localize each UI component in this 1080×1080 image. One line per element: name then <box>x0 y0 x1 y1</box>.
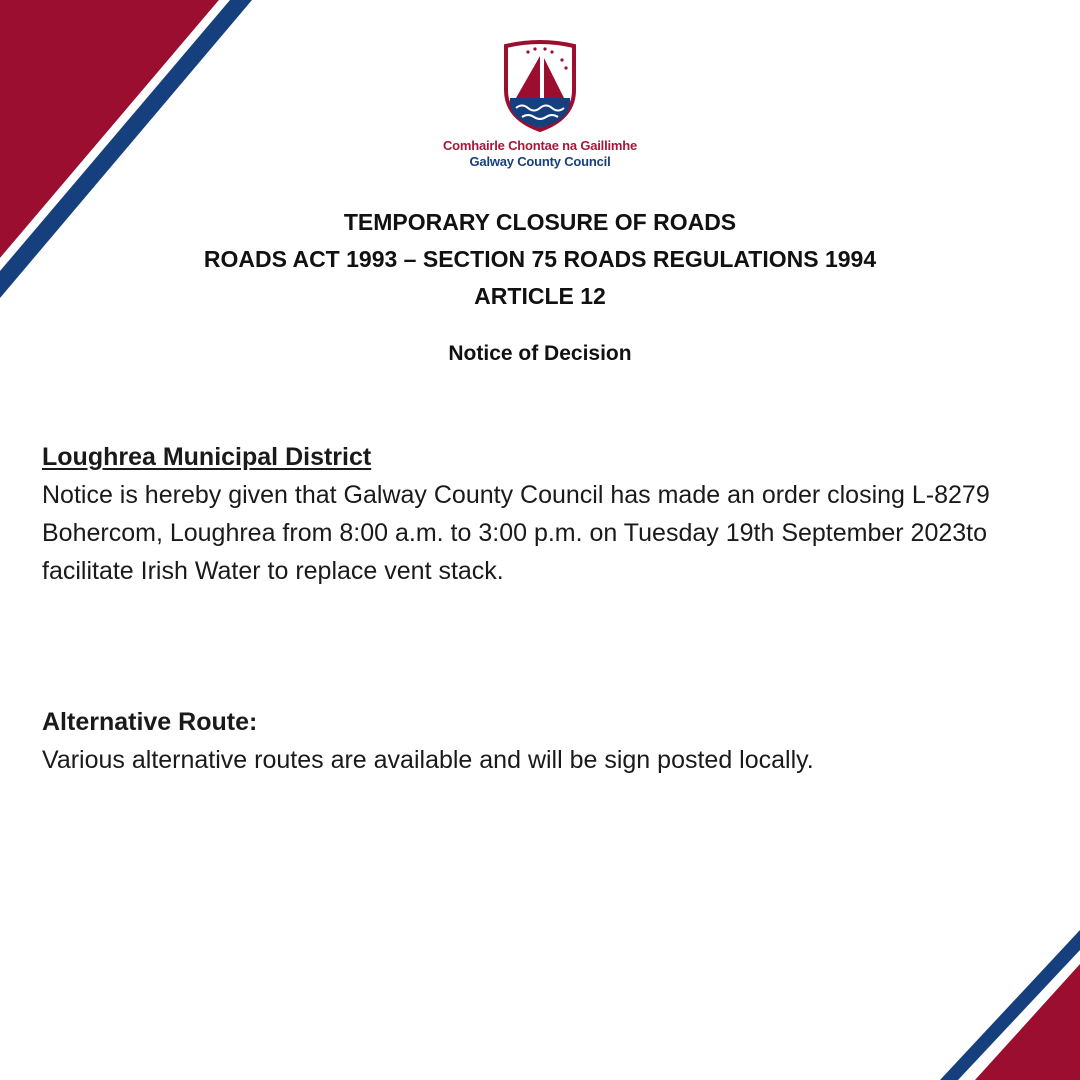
district-heading: Loughrea Municipal District <box>42 443 372 471</box>
council-name-english: Galway County Council <box>469 154 611 169</box>
district-body: Notice is hereby given that Galway County Council has made an order closing L-8279 Bohercom, Loughrea from 8:00 a.m. to 3:00 p.m. on Tuesday 19th September 2023to facilitate Irish Water to replace vent stack. <box>42 481 990 585</box>
notice-title: Notice of Decision <box>448 342 632 365</box>
heading-line-3: ARTICLE 12 <box>474 283 606 309</box>
bottom-right-corner-decoration <box>940 910 1080 1080</box>
galway-crest-icon <box>500 38 580 132</box>
heading-line-2: ROADS ACT 1993 – SECTION 75 ROADS REGULATIONS 1994 <box>203 246 877 272</box>
alternative-route-body: Various alternative routes are available and will be sign posted locally. <box>42 746 814 774</box>
council-name-irish: Comhairle Chontae na Gaillimhe <box>442 138 638 153</box>
district-section <box>42 438 1032 590</box>
alternative-route-section <box>42 703 1032 779</box>
council-logo <box>0 38 1080 170</box>
alternative-route-heading: Alternative Route: <box>42 708 258 736</box>
heading-line-1: TEMPORARY CLOSURE OF ROADS <box>343 209 737 235</box>
notice-heading <box>0 204 1080 315</box>
